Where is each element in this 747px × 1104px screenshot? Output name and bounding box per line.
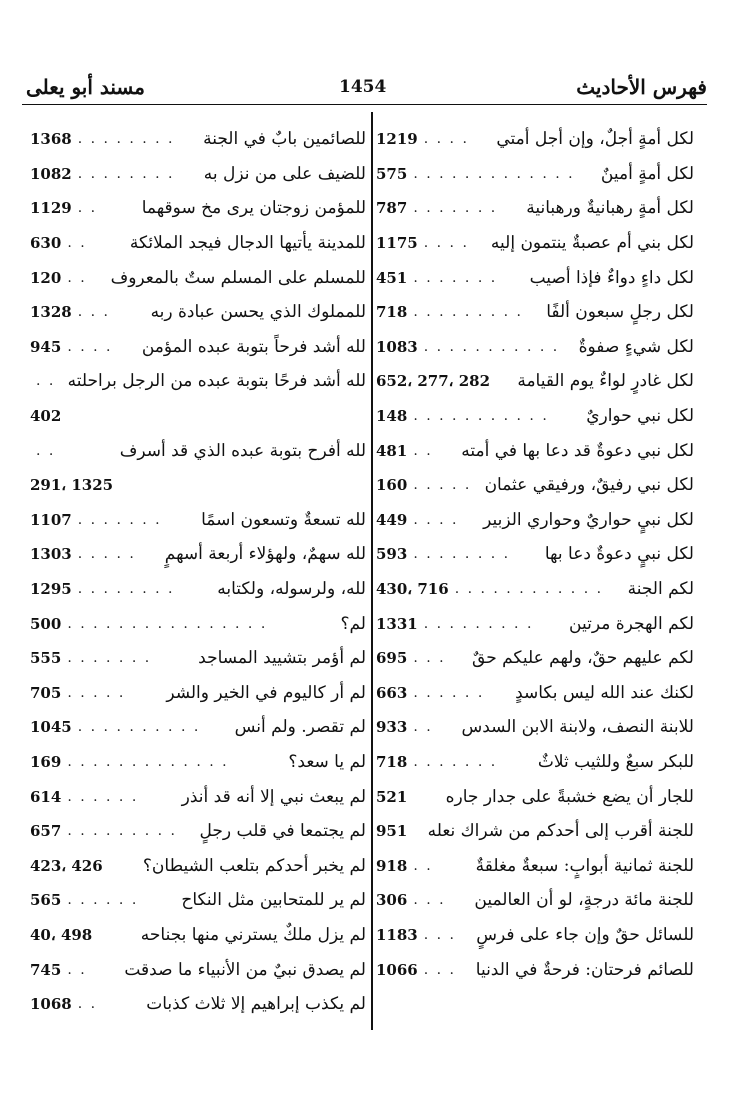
leader-dots: . . . . bbox=[67, 338, 113, 355]
entry-page: 1295 bbox=[30, 580, 72, 599]
index-entry bbox=[376, 814, 694, 849]
index-entry bbox=[376, 537, 694, 572]
entry-text: لم يزل ملكٌ يسترني منها بجناحه bbox=[140, 924, 366, 945]
entry-text: لكنك عند الله ليس بكاسدٍ bbox=[515, 682, 694, 703]
entry-text: لكل أمةٍ رهبانيةٌ ورهبانية bbox=[526, 198, 694, 219]
column-divider bbox=[371, 112, 373, 1030]
index-entry bbox=[30, 676, 366, 711]
index-entry bbox=[30, 952, 366, 987]
entry-text: للمملوك الذي يحسن عبادة ربه bbox=[150, 302, 366, 323]
leader-dots: . . . . . . . . . . bbox=[77, 719, 201, 736]
entry-page: 120 bbox=[30, 268, 62, 287]
entry-text: للصائم فرحتان: فرحةٌ في الدنيا bbox=[475, 959, 694, 980]
index-entry bbox=[376, 433, 694, 468]
entry-text: لله أشد فرحًا بتوبة عبده من الرجل براحلته bbox=[67, 371, 366, 392]
leader-dots: . . . . . bbox=[413, 477, 472, 494]
index-entry bbox=[376, 226, 694, 261]
leader-dots: . . bbox=[67, 269, 87, 286]
leader-dots: . . . . . . bbox=[413, 684, 485, 701]
leader-dots: . . . . bbox=[423, 131, 469, 148]
entry-page: 945 bbox=[30, 337, 62, 356]
index-entry bbox=[376, 191, 694, 226]
index-entry bbox=[30, 779, 366, 814]
entry-page: 787 bbox=[376, 199, 408, 218]
entry-page: 430، 716 bbox=[376, 580, 449, 599]
entry-page: 148 bbox=[376, 407, 408, 426]
entry-text: للجنة ثمانية أبوابٍ: سبعةٌ مغلقةٌ bbox=[475, 855, 694, 876]
entry-text: للسائل حقٌ وإن جاء على فرسٍ bbox=[476, 924, 694, 945]
leader-dots: . . . . . . . . . bbox=[67, 823, 177, 840]
entry-page: 652، 277، 282 bbox=[376, 372, 491, 391]
entry-text: لكل أمةٍ أجلٌ، وإن أجل أمتي bbox=[496, 129, 694, 150]
entry-text: للمدينة يأتيها الدجال فيجد الملائكة bbox=[129, 233, 366, 254]
index-entry bbox=[376, 641, 694, 676]
index-entry bbox=[30, 987, 366, 1022]
entry-page: 614 bbox=[30, 787, 62, 806]
leader-dots: . . . . . . bbox=[67, 892, 139, 909]
entry-page: 1368 bbox=[30, 130, 72, 149]
index-entry bbox=[376, 918, 694, 953]
leader-dots: . . bbox=[413, 857, 433, 874]
index-entry bbox=[376, 572, 694, 607]
leader-dots: . . . . . . . . . bbox=[423, 615, 534, 632]
entry-text: لكل نبيٍ دعوةٌ دعا بها bbox=[544, 544, 694, 565]
entry-page: 169 bbox=[30, 752, 62, 771]
entry-text: لله أشد فرحاً بتوبة عبده المؤمن bbox=[141, 336, 366, 357]
leader-dots: . . . . . . . . . . . . . bbox=[67, 753, 229, 770]
entry-page: 630 bbox=[30, 234, 62, 253]
entry-text: لكل نبيٍ حواريٌ وحواري الزبير bbox=[483, 509, 694, 530]
index-entry bbox=[376, 745, 694, 780]
entry-text: لكل أمةٍ أمينٌ bbox=[600, 163, 694, 184]
leader-dots: . . bbox=[36, 442, 56, 459]
entry-page: 565 bbox=[30, 891, 62, 910]
leader-dots: . . . . . . . bbox=[77, 511, 162, 528]
index-entry bbox=[30, 260, 366, 295]
index-entry bbox=[30, 364, 366, 433]
leader-dots: . . bbox=[36, 373, 56, 390]
leader-dots: . . . . . . . . . . . . . . . . bbox=[67, 615, 268, 632]
entry-page: 951 bbox=[376, 822, 408, 841]
entry-text: لكل رجلٍ سبعون ألفًا bbox=[546, 302, 694, 323]
leader-dots: . . . . . . . . bbox=[77, 581, 175, 598]
entry-page: 657 bbox=[30, 822, 62, 841]
leader-dots: . . . . . bbox=[77, 546, 136, 563]
entry-text: لم يجتمعا في قلب رجلٍ bbox=[199, 821, 366, 842]
entry-text: لكل داءٍ دواءٌ فإذا أصيب bbox=[529, 267, 694, 288]
entry-text: لله تسعةٌ وتسعون اسمًا bbox=[201, 509, 366, 530]
page-header bbox=[22, 70, 707, 105]
index-entry bbox=[376, 952, 694, 987]
index-entry bbox=[376, 710, 694, 745]
index-entry bbox=[30, 606, 366, 641]
entry-page: 423، 426 bbox=[30, 856, 103, 875]
entry-text: للمؤمن زوجتان يرى مخ سوقهما bbox=[141, 198, 366, 219]
leader-dots: . . . . . . . . bbox=[77, 131, 175, 148]
leader-dots: . . . . . . bbox=[67, 788, 139, 805]
entry-text: للمسلم على المسلم ستٌ بالمعروف bbox=[110, 267, 366, 288]
entry-text: لكم عليهم حقٌ، ولهم عليكم حقٌ bbox=[472, 648, 694, 669]
entry-page: 1045 bbox=[30, 718, 72, 737]
entry-page: 555 bbox=[30, 649, 62, 668]
leader-dots: . . . . . . . . bbox=[413, 546, 511, 563]
index-entry bbox=[30, 503, 366, 538]
index-entry bbox=[376, 157, 694, 192]
entry-page: 593 bbox=[376, 545, 408, 564]
index-entry bbox=[376, 779, 694, 814]
entry-page: 402 bbox=[30, 407, 62, 426]
index-entry bbox=[30, 641, 366, 676]
leader-dots: . . . bbox=[423, 961, 457, 978]
entry-page: 481 bbox=[376, 441, 408, 460]
leader-dots: . . . . . . . . bbox=[77, 165, 175, 182]
entry-page: 1331 bbox=[376, 614, 418, 633]
entry-page: 1107 bbox=[30, 510, 72, 529]
index-column-right bbox=[376, 122, 694, 987]
entry-page: 1068 bbox=[30, 995, 72, 1014]
entry-page: 1183 bbox=[376, 925, 418, 944]
leader-dots: . . . . . . . . . . . . . bbox=[413, 165, 575, 182]
leader-dots: . . . . . . . . . bbox=[413, 304, 523, 321]
entry-page: 306 bbox=[376, 891, 408, 910]
entry-text: لكل غادرٍ لواءٌ يوم القيامة bbox=[517, 371, 694, 392]
entry-page: 718 bbox=[376, 303, 408, 322]
index-entry bbox=[376, 295, 694, 330]
entry-text: لم ير للمتحابين مثل النكاح bbox=[181, 890, 366, 911]
entry-page: 521 bbox=[376, 787, 408, 806]
entry-page: 1082 bbox=[30, 164, 72, 183]
entry-text: لم يا سعد؟ bbox=[288, 751, 366, 772]
leader-dots: . . . bbox=[413, 892, 446, 909]
entry-page: 1303 bbox=[30, 545, 72, 564]
entry-page: 718 bbox=[376, 752, 408, 771]
leader-dots: . . . bbox=[423, 926, 457, 943]
entry-page: 1175 bbox=[376, 234, 418, 253]
leader-dots: . . bbox=[413, 719, 433, 736]
index-entry bbox=[30, 226, 366, 261]
index-entry bbox=[30, 295, 366, 330]
index-entry bbox=[30, 745, 366, 780]
entry-text: لم أر كاليوم في الخير والشر bbox=[166, 682, 366, 703]
entry-text: لم يصدق نبيٌ من الأنبياء ما صدقت bbox=[124, 959, 366, 980]
entry-text: لكم الجنة bbox=[627, 579, 694, 600]
entry-page: 575 bbox=[376, 164, 408, 183]
index-entry bbox=[30, 918, 366, 953]
entry-text: لكل نبي حواريٌ bbox=[586, 406, 694, 427]
index-entry bbox=[376, 260, 694, 295]
index-entry bbox=[30, 848, 366, 883]
entry-page: 1083 bbox=[376, 337, 418, 356]
index-entry bbox=[30, 122, 366, 157]
leader-dots: . . . . . . . bbox=[413, 269, 498, 286]
entry-text: لم يكذب إبراهيم إلا ثلاث كذبات bbox=[146, 994, 366, 1015]
section-title: فهرس الأحاديث bbox=[576, 75, 707, 99]
entry-text: لكل نبي رفيقٌ، ورفيقي عثمان bbox=[484, 475, 694, 496]
index-entry bbox=[376, 330, 694, 365]
entry-text: لم يخبر أحدكم بتلعب الشيطان؟ bbox=[142, 855, 366, 876]
entry-text: لم تقصر. ولم أنس bbox=[234, 717, 366, 738]
leader-dots: . . . . . bbox=[67, 684, 126, 701]
leader-dots: . . bbox=[77, 996, 98, 1013]
index-column-left bbox=[30, 122, 366, 1021]
index-entry bbox=[376, 399, 694, 434]
index-entry bbox=[30, 572, 366, 607]
leader-dots: . . bbox=[67, 235, 87, 252]
entry-text: للجنة مائة درجةٍ، لو أن العالمين bbox=[474, 890, 694, 911]
entry-text: للصائمين بابٌ في الجنة bbox=[203, 129, 366, 150]
entry-text: لكل نبي دعوةٌ قد دعا بها في أمته bbox=[461, 440, 694, 461]
leader-dots: . . bbox=[67, 961, 87, 978]
entry-page: 1129 bbox=[30, 199, 72, 218]
index-entry bbox=[376, 606, 694, 641]
entry-text: لكل بني أم عصبةٌ ينتمون إليه bbox=[490, 233, 694, 254]
entry-page: 1219 bbox=[376, 130, 418, 149]
leader-dots: . . . . bbox=[423, 235, 469, 252]
leader-dots: . . . bbox=[413, 650, 446, 667]
index-entry bbox=[30, 433, 366, 502]
index-entry bbox=[376, 848, 694, 883]
leader-dots: . . bbox=[413, 442, 433, 459]
entry-text: للجنة أقرب إلى أحدكم من شراك نعله bbox=[427, 821, 694, 842]
entry-page: 40، 498 bbox=[30, 925, 93, 944]
index-entry bbox=[376, 364, 694, 399]
entry-page: 705 bbox=[30, 683, 62, 702]
entry-page: 1328 bbox=[30, 303, 72, 322]
entry-text: لله سهمٌ، ولهؤلاء أربعة أسهمٍ bbox=[164, 544, 366, 565]
leader-dots: . . . . . . . . . . . . bbox=[454, 581, 604, 598]
entry-page: 449 bbox=[376, 510, 408, 529]
entry-text: للجار أن يضع خشبةً على جدار جاره bbox=[445, 786, 694, 807]
entry-page: 1066 bbox=[376, 960, 418, 979]
entry-page: 745 bbox=[30, 960, 62, 979]
entry-text: للابنة النصف، ولابنة الابن السدس bbox=[461, 717, 694, 738]
index-entry bbox=[30, 537, 366, 572]
entry-page: 933 bbox=[376, 718, 408, 737]
leader-dots: . . . . . . . bbox=[67, 650, 152, 667]
index-entry bbox=[376, 122, 694, 157]
entry-page: 695 bbox=[376, 649, 408, 668]
entry-page: 291، 1325 bbox=[30, 476, 114, 495]
leader-dots: . . . . . . . bbox=[413, 753, 498, 770]
entry-text: للبكر سبعٌ وللثيب ثلاثٌ bbox=[537, 751, 694, 772]
leader-dots: . . . . . . . . . . . bbox=[423, 338, 560, 355]
entry-text: لله، ولرسوله، ولكتابه bbox=[217, 579, 366, 600]
leader-dots: . . . . bbox=[413, 511, 459, 528]
entry-text: للضيف على من نزل به bbox=[203, 163, 366, 184]
entry-text: لم يبعث نبي إلا أنه قد أنذر bbox=[181, 786, 366, 807]
index-entry bbox=[30, 883, 366, 918]
index-entry bbox=[30, 157, 366, 192]
index-entry bbox=[30, 814, 366, 849]
entry-page: 918 bbox=[376, 856, 408, 875]
index-entry bbox=[376, 468, 694, 503]
index-entry bbox=[376, 503, 694, 538]
entry-page: 160 bbox=[376, 476, 408, 495]
book-title: مسند أبو يعلى bbox=[26, 75, 145, 99]
index-entry bbox=[376, 883, 694, 918]
entry-text: لله أفرح بتوبة عبده الذي قد أسرف bbox=[119, 440, 366, 461]
index-entry bbox=[30, 710, 366, 745]
index-entry bbox=[30, 191, 366, 226]
leader-dots: . . bbox=[77, 200, 98, 217]
page-number: 1454 bbox=[339, 77, 387, 97]
entry-page: 500 bbox=[30, 614, 62, 633]
leader-dots: . . . bbox=[77, 304, 111, 321]
entry-text: لكل شيءٍ صفوةٌ bbox=[578, 336, 694, 357]
entry-text: لكم الهجرة مرتين bbox=[569, 613, 694, 634]
entry-page: 663 bbox=[376, 683, 408, 702]
index-entry bbox=[30, 330, 366, 365]
entry-text: لم؟ bbox=[340, 613, 366, 634]
entry-page: 451 bbox=[376, 268, 408, 287]
index-entry bbox=[376, 676, 694, 711]
leader-dots: . . . . . . . bbox=[413, 200, 498, 217]
leader-dots: . . . . . . . . . . . bbox=[413, 408, 549, 425]
entry-text: لم أؤمر بتشييد المساجد bbox=[198, 648, 366, 669]
